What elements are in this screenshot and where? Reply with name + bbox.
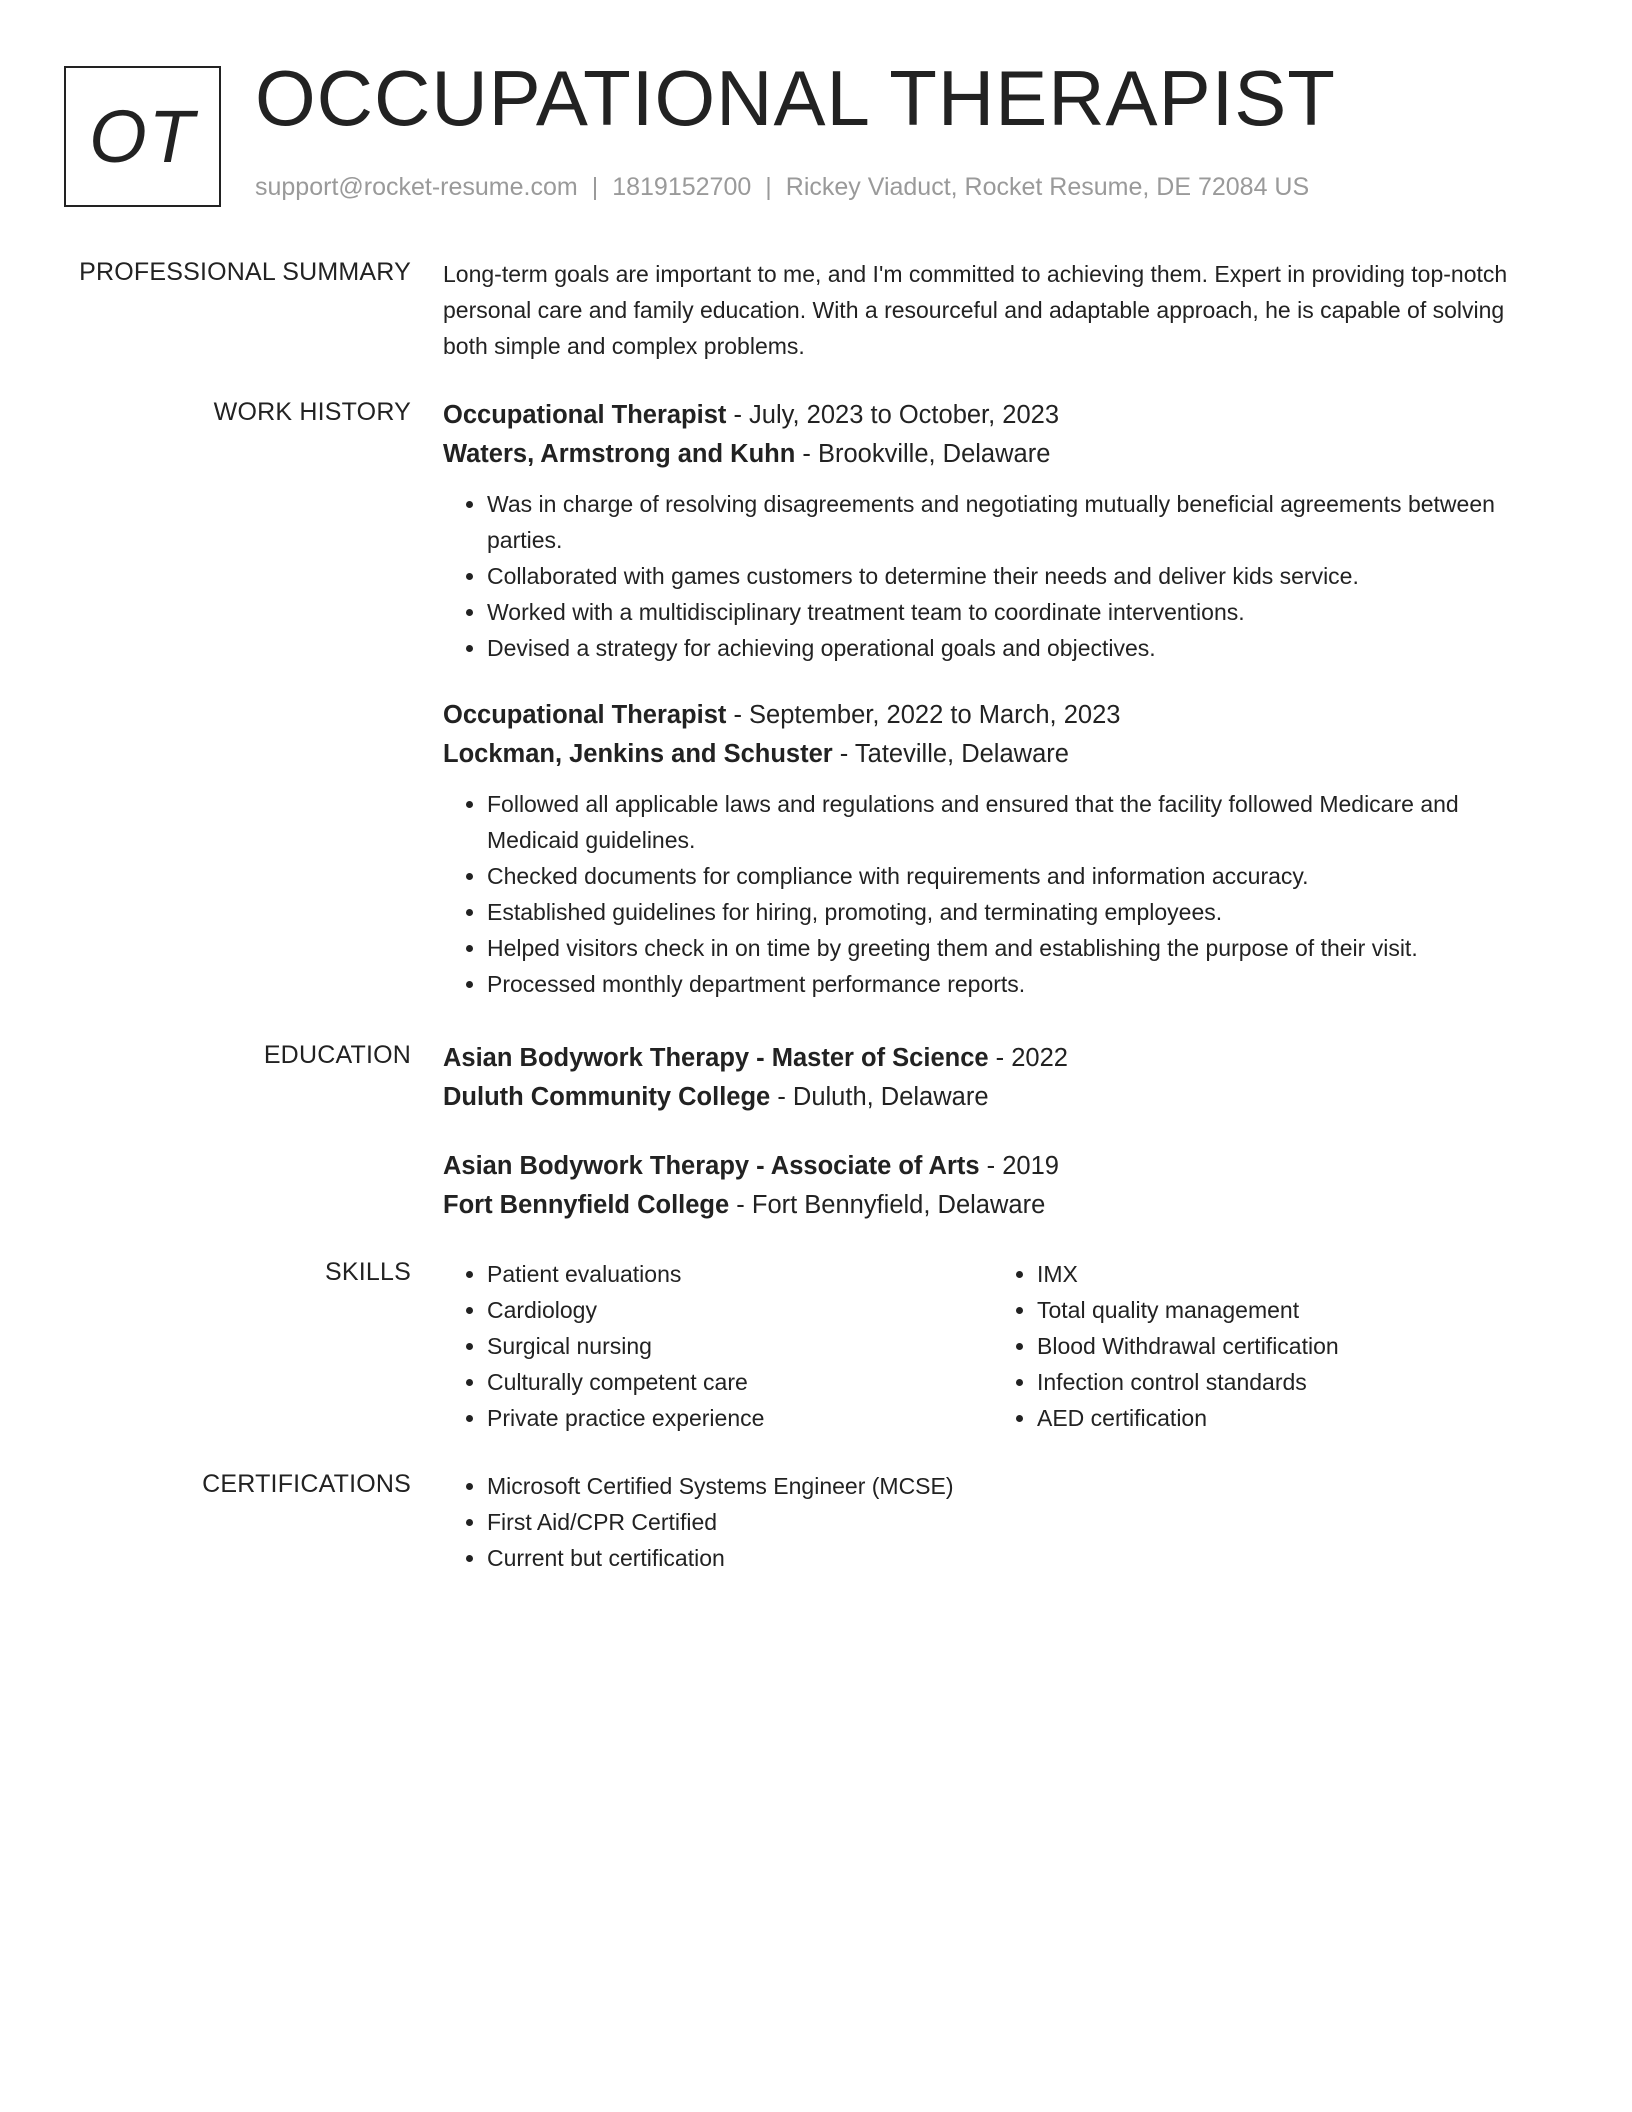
job-bullets xyxy=(443,786,1543,1002)
list-item: • Checked documents for compliance with requirements and information accuracy. xyxy=(487,858,1543,894)
list-item: • Was in charge of resolving disagreements and negotiating mutually beneficial agreements between parties. xyxy=(487,486,1543,558)
contact-separator: | xyxy=(765,173,772,201)
education-degree-line xyxy=(443,1039,1543,1078)
education-school-line xyxy=(443,1078,1543,1117)
list-item: • Patient evaluations xyxy=(487,1256,993,1292)
job-employer xyxy=(443,735,1543,774)
contact-address: Rickey Viaduct, Rocket Resume, DE 72084 US xyxy=(785,173,1310,201)
work-list xyxy=(443,396,1543,1032)
contact-phone[interactable]: 1819152700 xyxy=(612,173,752,201)
section-title-work: WORK HISTORY xyxy=(213,398,411,426)
list-item: • Helped visitors check in on time by greeting them and establishing the purpose of their visit. xyxy=(487,930,1543,966)
education-entry xyxy=(443,1039,1543,1117)
job-heading xyxy=(443,696,1543,735)
section-title-skills: SKILLS xyxy=(325,1258,411,1286)
education-school: Duluth Community College xyxy=(443,1083,771,1111)
list-item: • Cardiology xyxy=(487,1292,993,1328)
list-item: • Worked with a multidisciplinary treatment team to coordinate interventions. xyxy=(487,594,1543,630)
education-year: - 2022 xyxy=(988,1044,1068,1072)
list-item: • Blood Withdrawal certification xyxy=(1037,1328,1543,1364)
certifications-body xyxy=(443,1468,1543,1576)
list-item: • AED certification xyxy=(1037,1400,1543,1436)
education-list xyxy=(443,1039,1543,1225)
list-item: • Surgical nursing xyxy=(487,1328,993,1364)
list-item: • Collaborated with games customers to determine their needs and deliver kids service. xyxy=(487,558,1543,594)
skills-columns xyxy=(443,1256,1543,1436)
job-employer xyxy=(443,435,1543,474)
job-heading xyxy=(443,396,1543,435)
contact-email[interactable]: support@rocket-resume.com xyxy=(255,173,578,201)
list-item: • Current but certification xyxy=(487,1540,1543,1576)
education-location: - Fort Bennyfield, Delaware xyxy=(729,1191,1046,1219)
job-location: - Tateville, Delaware xyxy=(832,740,1069,768)
education-school: Fort Bennyfield College xyxy=(443,1191,730,1219)
certifications-list xyxy=(443,1468,1543,1576)
education-year: - 2019 xyxy=(979,1152,1059,1180)
list-item: • Private practice experience xyxy=(487,1400,993,1436)
list-item: • Followed all applicable laws and regulations and ensured that the facility followed Medicare and Medicaid guidelines. xyxy=(487,786,1543,858)
list-item: • First Aid/CPR Certified xyxy=(487,1504,1543,1540)
list-item: • Culturally competent care xyxy=(487,1364,993,1400)
page-title: OCCUPATIONAL THERAPIST xyxy=(255,54,1336,142)
job-role: Occupational Therapist xyxy=(443,401,727,429)
section-title-summary: PROFESSIONAL SUMMARY xyxy=(79,258,411,286)
job-company: Lockman, Jenkins and Schuster xyxy=(443,740,833,768)
list-item: • Microsoft Certified Systems Engineer (MCSE) xyxy=(487,1468,1543,1504)
section-title-education: EDUCATION xyxy=(263,1041,411,1069)
job-bullets xyxy=(443,486,1543,666)
list-item: • Devised a strategy for achieving operational goals and objectives. xyxy=(487,630,1543,666)
contact-separator: | xyxy=(591,173,599,201)
list-item: • IMX xyxy=(1037,1256,1543,1292)
job-dates: - September, 2022 to March, 2023 xyxy=(726,701,1121,729)
education-degree: Asian Bodywork Therapy - Master of Science xyxy=(443,1044,989,1072)
list-item: • Total quality management xyxy=(1037,1292,1543,1328)
education-entry xyxy=(443,1147,1543,1225)
education-location: - Duluth, Delaware xyxy=(770,1083,989,1111)
job-company: Waters, Armstrong and Kuhn xyxy=(443,440,796,468)
job-dates: - July, 2023 to October, 2023 xyxy=(726,401,1060,429)
education-degree: Asian Bodywork Therapy - Associate of Arts xyxy=(443,1152,980,1180)
job-role: Occupational Therapist xyxy=(443,701,727,729)
monogram-logo: OT xyxy=(64,66,221,207)
list-item: • Processed monthly department performance reports. xyxy=(487,966,1543,1002)
education-degree-line xyxy=(443,1147,1543,1186)
skills-list-left xyxy=(443,1256,993,1436)
summary-text: Long-term goals are important to me, and I'm committed to achieving them. Expert in providing top-notch personal care and family education. With a resourceful and adaptable approach, he is capable of solving both simple and complex problems. xyxy=(443,261,1508,359)
list-item: • Established guidelines for hiring, promoting, and terminating employees. xyxy=(487,894,1543,930)
section-title-certifications: CERTIFICATIONS xyxy=(202,1470,411,1498)
contact-line xyxy=(255,173,1309,202)
list-item: • Infection control standards xyxy=(1037,1364,1543,1400)
job-entry xyxy=(443,396,1543,666)
job-entry xyxy=(443,696,1543,1002)
job-location: - Brookville, Delaware xyxy=(795,440,1051,468)
education-school-line xyxy=(443,1186,1543,1225)
skills-list-right xyxy=(993,1256,1543,1436)
